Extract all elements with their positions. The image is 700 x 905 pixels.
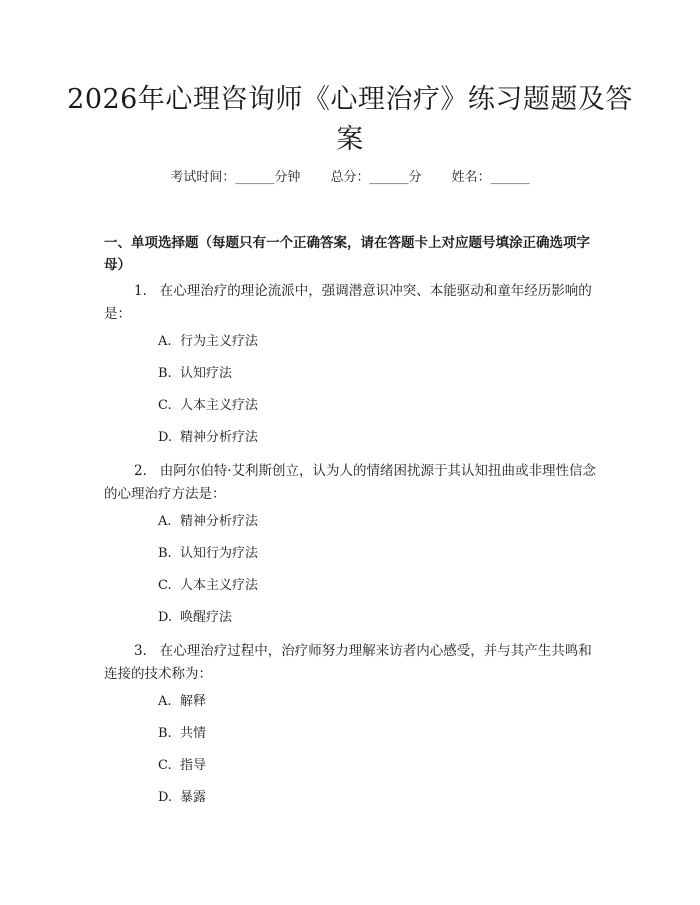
option-text: 精神分析疗法 — [180, 430, 259, 445]
total-score-field: 总分：______分 — [330, 170, 422, 185]
option-2a — [158, 512, 258, 532]
option-3d — [158, 788, 206, 808]
option-text: 认知疗法 — [180, 366, 233, 381]
option-letter: B. — [158, 366, 172, 381]
option-text: 指导 — [180, 758, 207, 773]
option-letter: D. — [158, 610, 173, 625]
name-field: 姓名：______ — [451, 170, 530, 185]
question-3 — [104, 640, 600, 686]
option-text: 行为主义疗法 — [180, 334, 259, 349]
option-letter: D. — [158, 790, 173, 805]
option-1c — [158, 396, 258, 416]
option-letter: A. — [158, 694, 172, 709]
option-2d — [158, 608, 232, 628]
option-1b — [158, 364, 232, 384]
question-2 — [104, 460, 600, 506]
option-letter: C. — [158, 398, 172, 413]
question-number: 2. — [134, 463, 147, 479]
option-letter: B. — [158, 726, 172, 741]
option-letter: D. — [158, 430, 173, 445]
question-number: 3. — [134, 643, 147, 659]
option-letter: C. — [158, 578, 172, 593]
question-text: 在心理治疗的理论流派中，强调潜意识冲突、本能驱动和童年经历影响的是： — [104, 283, 592, 322]
option-3b — [158, 724, 206, 744]
option-letter: B. — [158, 546, 172, 561]
option-3a — [158, 692, 206, 712]
section-heading: 一、单项选择题（每题只有一个正确答案，请在答题卡上对应题号填涂正确选项字母） — [104, 235, 590, 273]
option-letter: C. — [158, 758, 172, 773]
option-text: 精神分析疗法 — [180, 514, 259, 529]
exam-time-field: 考试时间：______分钟 — [170, 170, 301, 185]
option-letter: A. — [158, 514, 172, 529]
exam-info-line — [0, 168, 700, 188]
option-text: 暴露 — [180, 790, 207, 805]
option-text: 解释 — [180, 694, 207, 709]
option-text: 人本主义疗法 — [180, 578, 259, 593]
option-2b — [158, 544, 258, 564]
option-letter: A. — [158, 334, 172, 349]
option-text: 共情 — [180, 726, 207, 741]
option-text: 认知行为疗法 — [180, 546, 259, 561]
option-1d — [158, 428, 258, 448]
option-1a — [158, 332, 258, 352]
option-2c — [158, 576, 258, 596]
document-title: 2026年心理咨询师《心理治疗》练习题题及答案 — [67, 84, 633, 155]
question-text: 由阿尔伯特·艾利斯创立，认为人的情绪困扰源于其认知扭曲或非理性信念的心理治疗方法是： — [104, 463, 597, 502]
question-number: 1. — [134, 283, 147, 299]
option-text: 人本主义疗法 — [180, 398, 259, 413]
option-3c — [158, 756, 206, 776]
option-text: 唤醒疗法 — [180, 610, 233, 625]
question-text: 在心理治疗过程中，治疗师努力理解来访者内心感受，并与其产生共鸣和连接的技术称为： — [104, 643, 592, 682]
question-1 — [104, 280, 600, 326]
